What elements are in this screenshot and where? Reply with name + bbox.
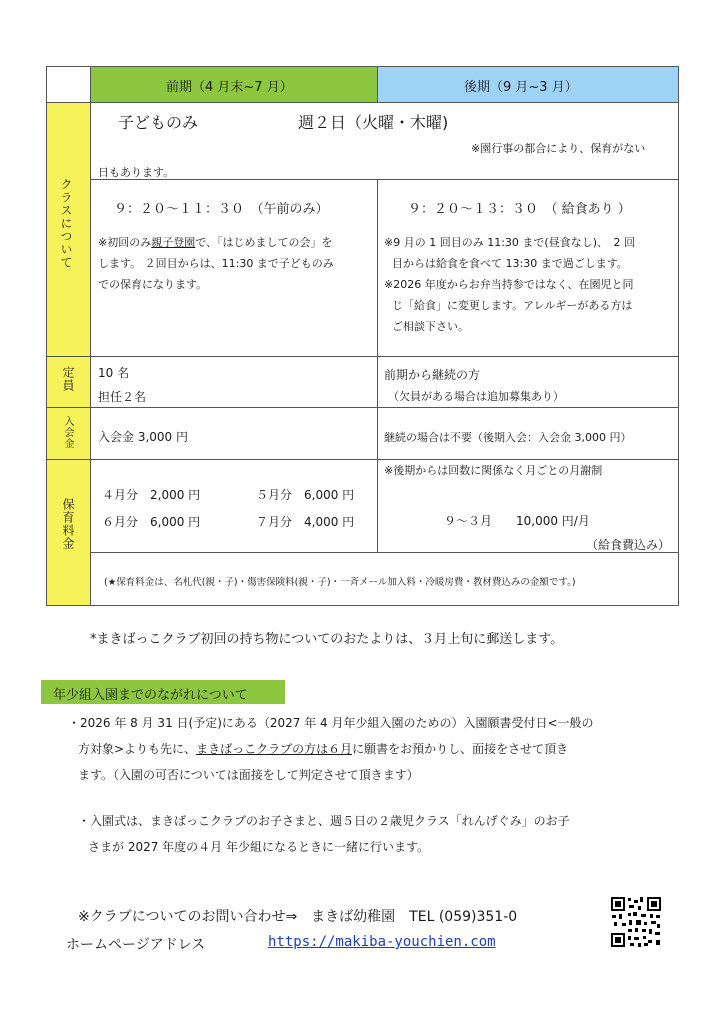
mailing-note: *まきばっこクラブ初回の持ち物についてのおたよりは、３月上旬に郵送します。 — [90, 632, 564, 647]
homepage-link[interactable]: https://makiba-youchien.com — [268, 934, 496, 950]
class-note-line1: ※園行事の都合により、保育がない — [471, 142, 646, 155]
late-note-line4: じ「給食」に変更します。アレルギーがある方は — [392, 299, 633, 312]
side-label-entry-fee: 入会金 — [62, 416, 73, 449]
side-label-tuition: 保育料金 — [61, 498, 75, 550]
flow-p1-line2 — [78, 740, 568, 757]
flow-p1-line3: ます。（入園の可否については面接をして判定させて頂きます） — [78, 768, 419, 782]
table-border-bottom — [46, 605, 679, 606]
qr-code-icon — [610, 896, 662, 948]
flow-p1-line2-underlined: まきばっこクラブの方は６月 — [196, 742, 353, 756]
table-border-right — [678, 66, 679, 606]
tuition-late-meal: （給食費込み） — [586, 538, 671, 552]
tuition-may: ５月分 6,000 円 — [256, 488, 355, 502]
col-line-side — [90, 66, 91, 606]
flow-p1-line2-pre: 方対象>よりも先に、 — [78, 742, 197, 756]
schedule-table — [46, 66, 679, 606]
tuition-footnote: (★保育料金は、名札代(親・子)・傷害保険料(親・子)・一斉メール加入料・冷暖房費・教材費込みの金額です。) — [104, 577, 576, 588]
header-early: 前期（4 月末~7 月） — [166, 80, 293, 95]
late-note-line2: 目からは給食を食べて 13:30 まで過ごします。 — [392, 257, 628, 270]
row-line-class-split — [90, 179, 679, 180]
entry-fee-late: 継続の場合は不要（後期入会：入会金 3,000 円） — [384, 431, 632, 444]
row-line-entry — [46, 407, 679, 408]
tuition-jun: ６月分 6,000 円 — [102, 515, 201, 529]
flow-heading — [41, 680, 285, 704]
side-label-capacity: 定員 — [61, 366, 75, 392]
homepage-label: ホームページアドレス — [66, 937, 206, 953]
row-line-tuition — [46, 459, 679, 460]
flow-heading-text: 年少組入園までのながれについて — [53, 688, 248, 703]
class-schedule: 週２日（火曜・木曜) — [298, 113, 449, 132]
class-name: 子どものみ — [118, 113, 199, 132]
early-note-line2: します。 ２回目からは、11:30 まで子どものみ — [98, 257, 334, 270]
early-note-pre: ※初回のみ — [98, 236, 152, 249]
late-note-line1: ※9 月の 1 回目のみ 11:30 まで(昼食なし)、 2 回 — [384, 236, 635, 249]
early-note-line1 — [98, 234, 333, 250]
row-line-capacity — [46, 356, 679, 357]
tuition-late-fee: ９～３月 10,000 円/月 — [444, 514, 590, 528]
early-note-post: で、「はじめましての会」を — [195, 236, 333, 249]
late-note-line3: ※2026 年度からお弁当持参ではなく、在園児と同 — [384, 278, 634, 291]
table-border-top — [46, 66, 679, 67]
col-line-middle-header — [377, 66, 378, 102]
flow-p2-line2: さまが 2027 年度の４月 年少組になるときに一緒に行います。 — [88, 840, 430, 854]
header-late: 後期（9 月~3 月） — [464, 80, 578, 95]
flow-p1-line1: ・2026 年 8 月 31 日(予定)にある（2027 年 4 月年少組入園のための）入園願書受付日<一般の — [68, 716, 594, 730]
entry-fee-early: 入会金 3,000 円 — [98, 430, 188, 444]
tuition-late-note: ※後期からは回数に関係なく月ごとの月謝制 — [384, 464, 603, 477]
contact-inquiry: ※クラブについてのお問い合わせ⇒ まきば幼稚園 TEL (059)351-0 — [78, 909, 518, 925]
early-note-line3: での保育になります。 — [98, 278, 208, 291]
capacity-early-line2: 担任２名 — [98, 390, 147, 404]
capacity-late-line1: 前期から継続の方 — [384, 368, 481, 382]
tuition-jul: ７月分 4,000 円 — [256, 515, 355, 529]
row-line-header — [46, 102, 679, 103]
late-note-line5: ご相談下さい。 — [392, 320, 469, 333]
capacity-early-line1: 10 名 — [98, 366, 130, 380]
flow-p1-line2-post: に願書をお預かりし、面接をさせて頂き — [352, 742, 569, 756]
table-border-left — [46, 66, 47, 606]
capacity-late-line2: （欠員がある場合は追加募集あり） — [388, 390, 564, 403]
row-line-footnote — [90, 552, 679, 553]
late-time: ９：２０〜１３：３０ （ 給食あり ） — [408, 202, 631, 217]
flow-p2-line1: ・入園式は、まきばっこクラブのお子さまと、週５日の２歳児クラス「れんげぐみ」のお子 — [78, 814, 570, 828]
side-label-class: クラスについて — [59, 178, 73, 269]
class-note-line2: 日もあります。 — [98, 166, 175, 179]
early-note-underlined: 親子登園 — [151, 236, 196, 249]
tuition-apr: ４月分 2,000 円 — [102, 488, 201, 502]
col-line-middle-body — [377, 179, 378, 552]
early-time: ９：２０〜１１：３０ （午前のみ） — [114, 202, 329, 217]
